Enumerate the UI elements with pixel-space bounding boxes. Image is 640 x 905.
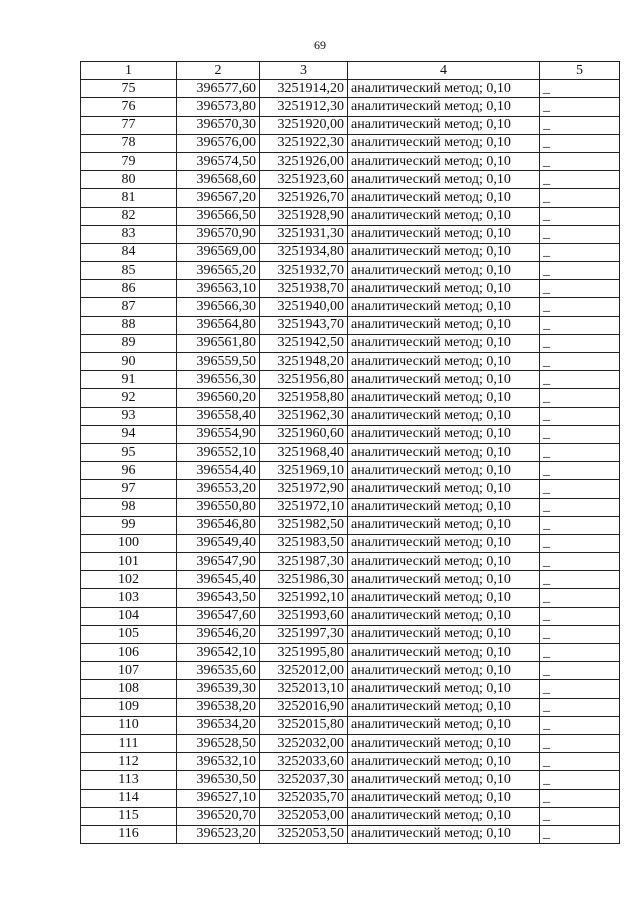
table-row xyxy=(81,771,620,789)
note-cell: _ xyxy=(540,207,620,225)
table-body xyxy=(81,80,620,844)
method-accuracy-cell: аналитический метод; 0,10 xyxy=(348,498,540,516)
note-cell: _ xyxy=(540,534,620,552)
y-coordinate-cell: 3252053,00 xyxy=(260,807,348,825)
x-coordinate-cell: 396566,50 xyxy=(177,207,260,225)
table-row xyxy=(81,134,620,152)
table-row xyxy=(81,734,620,752)
method-accuracy-cell: аналитический метод; 0,10 xyxy=(348,662,540,680)
method-accuracy-cell: аналитический метод; 0,10 xyxy=(348,443,540,461)
note-cell: _ xyxy=(540,225,620,243)
point-number-cell: 90 xyxy=(81,353,177,371)
point-number-cell: 111 xyxy=(81,734,177,752)
point-number-cell: 75 xyxy=(81,80,177,98)
point-number-cell: 89 xyxy=(81,334,177,352)
note-cell: _ xyxy=(540,298,620,316)
y-coordinate-cell: 3251972,90 xyxy=(260,480,348,498)
table-row xyxy=(81,571,620,589)
point-number-cell: 97 xyxy=(81,480,177,498)
y-coordinate-cell: 3251983,50 xyxy=(260,534,348,552)
note-cell: _ xyxy=(540,625,620,643)
note-cell: _ xyxy=(540,807,620,825)
x-coordinate-cell: 396569,00 xyxy=(177,243,260,261)
y-coordinate-cell: 3252015,80 xyxy=(260,716,348,734)
y-coordinate-cell: 3251934,80 xyxy=(260,243,348,261)
x-coordinate-cell: 396558,40 xyxy=(177,407,260,425)
column-header: 2 xyxy=(177,62,260,80)
x-coordinate-cell: 396554,40 xyxy=(177,462,260,480)
x-coordinate-cell: 396542,10 xyxy=(177,644,260,662)
y-coordinate-cell: 3251926,70 xyxy=(260,189,348,207)
table-row xyxy=(81,480,620,498)
point-number-cell: 85 xyxy=(81,262,177,280)
method-accuracy-cell: аналитический метод; 0,10 xyxy=(348,225,540,243)
y-coordinate-cell: 3251932,70 xyxy=(260,262,348,280)
table-row xyxy=(81,98,620,116)
y-coordinate-cell: 3251956,80 xyxy=(260,371,348,389)
note-cell: _ xyxy=(540,716,620,734)
method-accuracy-cell: аналитический метод; 0,10 xyxy=(348,134,540,152)
point-number-cell: 114 xyxy=(81,789,177,807)
point-number-cell: 93 xyxy=(81,407,177,425)
point-number-cell: 116 xyxy=(81,825,177,843)
y-coordinate-cell: 3252013,10 xyxy=(260,680,348,698)
y-coordinate-cell: 3251928,90 xyxy=(260,207,348,225)
note-cell: _ xyxy=(540,171,620,189)
note-cell: _ xyxy=(540,825,620,843)
method-accuracy-cell: аналитический метод; 0,10 xyxy=(348,462,540,480)
note-cell: _ xyxy=(540,116,620,134)
table-row xyxy=(81,298,620,316)
y-coordinate-cell: 3251987,30 xyxy=(260,553,348,571)
x-coordinate-cell: 396570,90 xyxy=(177,225,260,243)
x-coordinate-cell: 396570,30 xyxy=(177,116,260,134)
method-accuracy-cell: аналитический метод; 0,10 xyxy=(348,334,540,352)
point-number-cell: 101 xyxy=(81,553,177,571)
x-coordinate-cell: 396528,50 xyxy=(177,734,260,752)
method-accuracy-cell: аналитический метод; 0,10 xyxy=(348,716,540,734)
y-coordinate-cell: 3251923,60 xyxy=(260,171,348,189)
x-coordinate-cell: 396547,60 xyxy=(177,607,260,625)
note-cell: _ xyxy=(540,553,620,571)
method-accuracy-cell: аналитический метод; 0,10 xyxy=(348,607,540,625)
x-coordinate-cell: 396552,10 xyxy=(177,443,260,461)
table-row xyxy=(81,462,620,480)
method-accuracy-cell: аналитический метод; 0,10 xyxy=(348,243,540,261)
method-accuracy-cell: аналитический метод; 0,10 xyxy=(348,371,540,389)
table-row xyxy=(81,607,620,625)
point-number-cell: 88 xyxy=(81,316,177,334)
point-number-cell: 87 xyxy=(81,298,177,316)
point-number-cell: 86 xyxy=(81,280,177,298)
x-coordinate-cell: 396567,20 xyxy=(177,189,260,207)
note-cell: _ xyxy=(540,480,620,498)
x-coordinate-cell: 396560,20 xyxy=(177,389,260,407)
point-number-cell: 102 xyxy=(81,571,177,589)
y-coordinate-cell: 3251938,70 xyxy=(260,280,348,298)
point-number-cell: 109 xyxy=(81,698,177,716)
point-number-cell: 95 xyxy=(81,443,177,461)
table-row xyxy=(81,807,620,825)
x-coordinate-cell: 396565,20 xyxy=(177,262,260,280)
table-row xyxy=(81,334,620,352)
point-number-cell: 78 xyxy=(81,134,177,152)
note-cell: _ xyxy=(540,516,620,534)
note-cell: _ xyxy=(540,571,620,589)
x-coordinate-cell: 396559,50 xyxy=(177,353,260,371)
method-accuracy-cell: аналитический метод; 0,10 xyxy=(348,480,540,498)
x-coordinate-cell: 396566,30 xyxy=(177,298,260,316)
table-row xyxy=(81,389,620,407)
note-cell: _ xyxy=(540,262,620,280)
note-cell: _ xyxy=(540,734,620,752)
method-accuracy-cell: аналитический метод; 0,10 xyxy=(348,789,540,807)
x-coordinate-cell: 396520,70 xyxy=(177,807,260,825)
column-header: 1 xyxy=(81,62,177,80)
note-cell: _ xyxy=(540,334,620,352)
point-number-cell: 98 xyxy=(81,498,177,516)
method-accuracy-cell: аналитический метод; 0,10 xyxy=(348,280,540,298)
point-number-cell: 104 xyxy=(81,607,177,625)
x-coordinate-cell: 396556,30 xyxy=(177,371,260,389)
table-row xyxy=(81,189,620,207)
x-coordinate-cell: 396568,60 xyxy=(177,171,260,189)
method-accuracy-cell: аналитический метод; 0,10 xyxy=(348,98,540,116)
note-cell: _ xyxy=(540,462,620,480)
page-number: 69 xyxy=(314,38,326,52)
y-coordinate-cell: 3251948,20 xyxy=(260,353,348,371)
table-row xyxy=(81,625,620,643)
method-accuracy-cell: аналитический метод; 0,10 xyxy=(348,571,540,589)
x-coordinate-cell: 396574,50 xyxy=(177,152,260,170)
method-accuracy-cell: аналитический метод; 0,10 xyxy=(348,80,540,98)
point-number-cell: 110 xyxy=(81,716,177,734)
note-cell: _ xyxy=(540,425,620,443)
method-accuracy-cell: аналитический метод; 0,10 xyxy=(348,644,540,662)
y-coordinate-cell: 3252033,60 xyxy=(260,753,348,771)
note-cell: _ xyxy=(540,589,620,607)
table-row xyxy=(81,644,620,662)
y-coordinate-cell: 3251940,00 xyxy=(260,298,348,316)
method-accuracy-cell: аналитический метод; 0,10 xyxy=(348,553,540,571)
note-cell: _ xyxy=(540,443,620,461)
y-coordinate-cell: 3251993,60 xyxy=(260,607,348,625)
y-coordinate-cell: 3251943,70 xyxy=(260,316,348,334)
x-coordinate-cell: 396550,80 xyxy=(177,498,260,516)
x-coordinate-cell: 396523,20 xyxy=(177,825,260,843)
point-number-cell: 107 xyxy=(81,662,177,680)
x-coordinate-cell: 396546,20 xyxy=(177,625,260,643)
method-accuracy-cell: аналитический метод; 0,10 xyxy=(348,189,540,207)
y-coordinate-cell: 3252037,30 xyxy=(260,771,348,789)
note-cell: _ xyxy=(540,789,620,807)
note-cell: _ xyxy=(540,98,620,116)
point-number-cell: 105 xyxy=(81,625,177,643)
table-row xyxy=(81,553,620,571)
note-cell: _ xyxy=(540,698,620,716)
note-cell: _ xyxy=(540,80,620,98)
point-number-cell: 113 xyxy=(81,771,177,789)
y-coordinate-cell: 3251986,30 xyxy=(260,571,348,589)
y-coordinate-cell: 3252053,50 xyxy=(260,825,348,843)
table-row xyxy=(81,753,620,771)
note-cell: _ xyxy=(540,407,620,425)
table-row xyxy=(81,225,620,243)
method-accuracy-cell: аналитический метод; 0,10 xyxy=(348,389,540,407)
table-row xyxy=(81,698,620,716)
point-number-cell: 103 xyxy=(81,589,177,607)
note-cell: _ xyxy=(540,316,620,334)
x-coordinate-cell: 396532,10 xyxy=(177,753,260,771)
table-row xyxy=(81,262,620,280)
note-cell: _ xyxy=(540,134,620,152)
x-coordinate-cell: 396576,00 xyxy=(177,134,260,152)
x-coordinate-cell: 396549,40 xyxy=(177,534,260,552)
y-coordinate-cell: 3251969,10 xyxy=(260,462,348,480)
method-accuracy-cell: аналитический метод; 0,10 xyxy=(348,680,540,698)
y-coordinate-cell: 3251912,30 xyxy=(260,98,348,116)
note-cell: _ xyxy=(540,280,620,298)
note-cell: _ xyxy=(540,644,620,662)
y-coordinate-cell: 3252035,70 xyxy=(260,789,348,807)
note-cell: _ xyxy=(540,389,620,407)
table-row xyxy=(81,371,620,389)
y-coordinate-cell: 3251931,30 xyxy=(260,225,348,243)
x-coordinate-cell: 396561,80 xyxy=(177,334,260,352)
note-cell: _ xyxy=(540,753,620,771)
point-number-cell: 96 xyxy=(81,462,177,480)
method-accuracy-cell: аналитический метод; 0,10 xyxy=(348,298,540,316)
x-coordinate-cell: 396573,80 xyxy=(177,98,260,116)
coordinates-table xyxy=(80,61,620,844)
method-accuracy-cell: аналитический метод; 0,10 xyxy=(348,516,540,534)
table-row xyxy=(81,662,620,680)
note-cell: _ xyxy=(540,680,620,698)
table-row xyxy=(81,443,620,461)
y-coordinate-cell: 3252032,00 xyxy=(260,734,348,752)
method-accuracy-cell: аналитический метод; 0,10 xyxy=(348,534,540,552)
table-row xyxy=(81,425,620,443)
x-coordinate-cell: 396543,50 xyxy=(177,589,260,607)
method-accuracy-cell: аналитический метод; 0,10 xyxy=(348,407,540,425)
x-coordinate-cell: 396554,90 xyxy=(177,425,260,443)
y-coordinate-cell: 3251982,50 xyxy=(260,516,348,534)
method-accuracy-cell: аналитический метод; 0,10 xyxy=(348,353,540,371)
method-accuracy-cell: аналитический метод; 0,10 xyxy=(348,207,540,225)
note-cell: _ xyxy=(540,498,620,516)
method-accuracy-cell: аналитический метод; 0,10 xyxy=(348,771,540,789)
table-row xyxy=(81,280,620,298)
method-accuracy-cell: аналитический метод; 0,10 xyxy=(348,753,540,771)
table-row xyxy=(81,116,620,134)
note-cell: _ xyxy=(540,152,620,170)
y-coordinate-cell: 3251995,80 xyxy=(260,644,348,662)
x-coordinate-cell: 396563,10 xyxy=(177,280,260,298)
point-number-cell: 81 xyxy=(81,189,177,207)
point-number-cell: 106 xyxy=(81,644,177,662)
y-coordinate-cell: 3251968,40 xyxy=(260,443,348,461)
method-accuracy-cell: аналитический метод; 0,10 xyxy=(348,698,540,716)
y-coordinate-cell: 3251920,00 xyxy=(260,116,348,134)
table-row xyxy=(81,680,620,698)
point-number-cell: 112 xyxy=(81,753,177,771)
x-coordinate-cell: 396535,60 xyxy=(177,662,260,680)
x-coordinate-cell: 396564,80 xyxy=(177,316,260,334)
method-accuracy-cell: аналитический метод; 0,10 xyxy=(348,152,540,170)
x-coordinate-cell: 396534,20 xyxy=(177,716,260,734)
note-cell: _ xyxy=(540,607,620,625)
x-coordinate-cell: 396547,90 xyxy=(177,553,260,571)
table-row xyxy=(81,407,620,425)
table-row xyxy=(81,152,620,170)
method-accuracy-cell: аналитический метод; 0,10 xyxy=(348,116,540,134)
point-number-cell: 92 xyxy=(81,389,177,407)
method-accuracy-cell: аналитический метод; 0,10 xyxy=(348,171,540,189)
column-header: 4 xyxy=(348,62,540,80)
method-accuracy-cell: аналитический метод; 0,10 xyxy=(348,625,540,643)
table-row xyxy=(81,316,620,334)
point-number-cell: 76 xyxy=(81,98,177,116)
y-coordinate-cell: 3251960,60 xyxy=(260,425,348,443)
x-coordinate-cell: 396539,30 xyxy=(177,680,260,698)
method-accuracy-cell: аналитический метод; 0,10 xyxy=(348,589,540,607)
x-coordinate-cell: 396527,10 xyxy=(177,789,260,807)
method-accuracy-cell: аналитический метод; 0,10 xyxy=(348,825,540,843)
point-number-cell: 108 xyxy=(81,680,177,698)
table-row xyxy=(81,825,620,843)
table-header-row xyxy=(81,62,620,80)
x-coordinate-cell: 396545,40 xyxy=(177,571,260,589)
table-row xyxy=(81,353,620,371)
table-row xyxy=(81,516,620,534)
column-header: 5 xyxy=(540,62,620,80)
table-row xyxy=(81,171,620,189)
table-row xyxy=(81,716,620,734)
table-row xyxy=(81,80,620,98)
point-number-cell: 83 xyxy=(81,225,177,243)
y-coordinate-cell: 3251958,80 xyxy=(260,389,348,407)
y-coordinate-cell: 3251914,20 xyxy=(260,80,348,98)
point-number-cell: 91 xyxy=(81,371,177,389)
x-coordinate-cell: 396546,80 xyxy=(177,516,260,534)
method-accuracy-cell: аналитический метод; 0,10 xyxy=(348,316,540,334)
method-accuracy-cell: аналитический метод; 0,10 xyxy=(348,734,540,752)
note-cell: _ xyxy=(540,371,620,389)
y-coordinate-cell: 3251926,00 xyxy=(260,152,348,170)
point-number-cell: 82 xyxy=(81,207,177,225)
note-cell: _ xyxy=(540,243,620,261)
y-coordinate-cell: 3251962,30 xyxy=(260,407,348,425)
table-row xyxy=(81,789,620,807)
note-cell: _ xyxy=(540,771,620,789)
y-coordinate-cell: 3251997,30 xyxy=(260,625,348,643)
method-accuracy-cell: аналитический метод; 0,10 xyxy=(348,425,540,443)
y-coordinate-cell: 3252012,00 xyxy=(260,662,348,680)
point-number-cell: 100 xyxy=(81,534,177,552)
x-coordinate-cell: 396553,20 xyxy=(177,480,260,498)
table-row xyxy=(81,534,620,552)
x-coordinate-cell: 396538,20 xyxy=(177,698,260,716)
y-coordinate-cell: 3251942,50 xyxy=(260,334,348,352)
column-header: 3 xyxy=(260,62,348,80)
table-row xyxy=(81,243,620,261)
method-accuracy-cell: аналитический метод; 0,10 xyxy=(348,262,540,280)
method-accuracy-cell: аналитический метод; 0,10 xyxy=(348,807,540,825)
point-number-cell: 77 xyxy=(81,116,177,134)
note-cell: _ xyxy=(540,189,620,207)
point-number-cell: 79 xyxy=(81,152,177,170)
point-number-cell: 115 xyxy=(81,807,177,825)
y-coordinate-cell: 3251922,30 xyxy=(260,134,348,152)
point-number-cell: 84 xyxy=(81,243,177,261)
point-number-cell: 80 xyxy=(81,171,177,189)
table-row xyxy=(81,498,620,516)
note-cell: _ xyxy=(540,353,620,371)
x-coordinate-cell: 396530,50 xyxy=(177,771,260,789)
y-coordinate-cell: 3251972,10 xyxy=(260,498,348,516)
note-cell: _ xyxy=(540,662,620,680)
y-coordinate-cell: 3251992,10 xyxy=(260,589,348,607)
x-coordinate-cell: 396577,60 xyxy=(177,80,260,98)
point-number-cell: 94 xyxy=(81,425,177,443)
y-coordinate-cell: 3252016,90 xyxy=(260,698,348,716)
table-row xyxy=(81,207,620,225)
table-row xyxy=(81,589,620,607)
point-number-cell: 99 xyxy=(81,516,177,534)
